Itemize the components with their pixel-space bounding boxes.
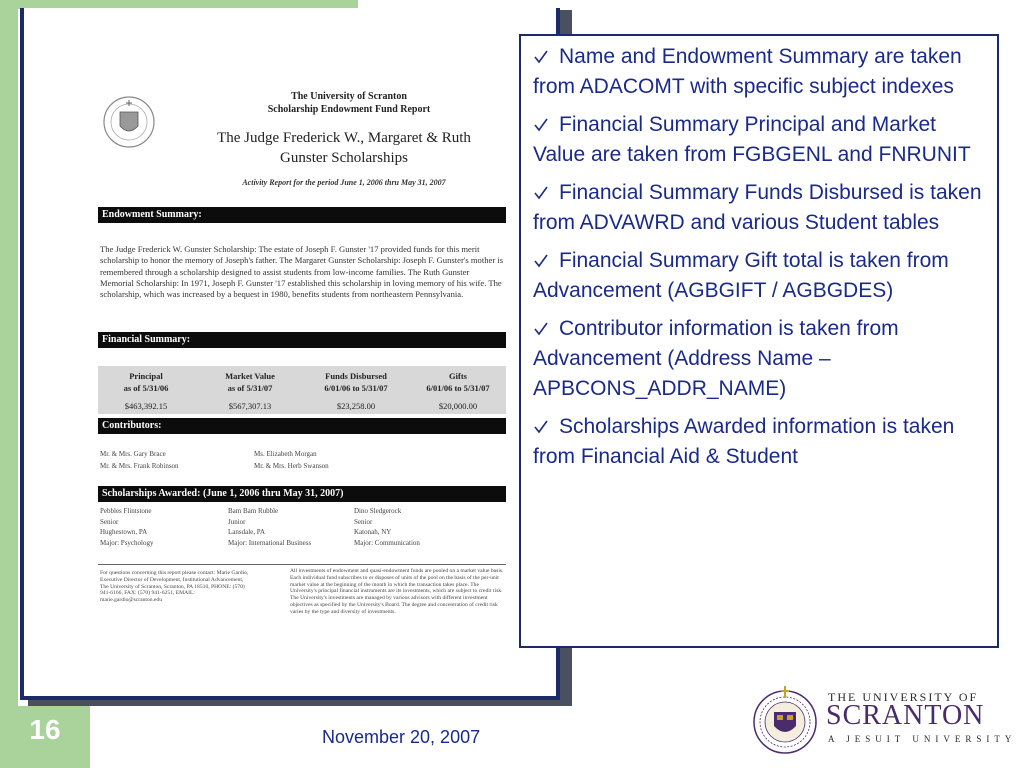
financial-col-subheader: as of 5/31/07 [227, 383, 273, 393]
info-bullet-text: Financial Summary Principal and Market Value are taken from FGBGENL and FNRUNIT [533, 113, 971, 166]
info-bullet-text: Scholarships Awarded information is taken from Financial Aid & Student [533, 415, 955, 468]
check-icon [533, 246, 559, 276]
financial-col-subheader: 6/01/06 to 5/31/07 [426, 383, 490, 393]
check-icon [533, 412, 559, 442]
financial-col-principal [98, 370, 194, 412]
contact-info: For questions concerning this report please contact: Marie Gardio, Executive Director of Development, Institutional Advancement, The University of Scranton, Scranton, PA 18510, PHONE: (570) 941-6166, FAX: (570) 941-6251, EMAIL: marie.gardio@scranton.edu [100, 570, 249, 604]
scholar-major: Major: Communication [354, 538, 420, 547]
scholar-class: Senior [354, 517, 373, 526]
scholar-entry [354, 506, 420, 548]
scholar-major: Major: Psychology [100, 538, 154, 547]
financial-col-value: $463,392.15 [124, 401, 168, 411]
contributor: Mr. & Mrs. Frank Robinson [100, 462, 179, 470]
financial-col-header: Market Value [225, 371, 275, 381]
report-header-line2: Scholarship Endowment Fund Report [267, 104, 431, 115]
financial-col-value: $20,000.00 [438, 401, 478, 411]
info-bullet [533, 246, 987, 306]
report-header [204, 90, 494, 116]
footer-date: November 20, 2007 [322, 727, 481, 747]
scholar-major: Major: International Business [228, 538, 312, 547]
document-divider [98, 564, 506, 565]
scholar-entry [100, 506, 153, 548]
check-icon [533, 314, 559, 344]
scholarship-name [174, 128, 514, 168]
info-text-box [519, 34, 999, 648]
report-period: Activity Report for the period June 1, 2006 thru May 31, 2007 [242, 178, 446, 187]
financial-heading: Financial Summary: [98, 332, 506, 348]
endowment-text: The Judge Frederick W. Gunster Scholarship: The estate of Joseph F. Gunster '17 provided funds for this merit scholarship to honor the memory of Joseph's father. The Margaret Gunster Scholarship: Joseph F. Gunster's mother is remembered through a scholarship designed to assist students from low-income families. The Ruth Gunster Memorial Scholarship: In 1971, Joseph F. Gunster '17 established this scholarship in loving memory of his wife. The scholarship, which was increased by a bequest in 1980, benefits students from northeastern Pennsylvania. [100, 244, 504, 300]
university-seal-icon [102, 92, 156, 156]
info-bullet [533, 412, 987, 472]
financial-col-gifts [410, 370, 506, 412]
scholarship-name-line2: Gunster Scholarships [280, 150, 408, 166]
financial-col-value: $567,307.13 [228, 401, 272, 411]
info-bullet [533, 42, 987, 102]
contributor: Mr. & Mrs. Herb Swanson [254, 462, 329, 470]
info-bullet [533, 110, 987, 170]
financial-summary-table [98, 366, 506, 414]
slide-number: 16 [29, 714, 61, 745]
financial-col-market-value [202, 370, 298, 412]
financial-col-header: Principal [129, 371, 163, 381]
scholar-town: Katonah, NY [354, 528, 392, 536]
info-bullet-text: Financial Summary Gift total is taken from Advancement (AGBGIFT / AGBGDES) [533, 249, 949, 302]
check-icon [533, 110, 559, 140]
contributor: Mr. & Mrs. Gary Brace [100, 450, 166, 458]
info-bullet-text: Contributor information is taken from Advancement (Address Name – APBCONS_ADDR_NAME) [533, 317, 899, 400]
info-bullet [533, 314, 987, 404]
scholarships-heading: Scholarships Awarded: (June 1, 2006 thru May 31, 2007) [98, 486, 506, 502]
financial-col-header: Gifts [449, 371, 467, 381]
scholar-name: Bam Bam Rubble [228, 507, 279, 515]
scholar-town: Hughestown, PA [100, 528, 148, 536]
financial-col-subheader: 6/01/06 to 5/31/07 [324, 383, 388, 393]
check-icon [533, 42, 559, 72]
logo-jesuit-university: A JESUIT UNIVERSITY [828, 734, 1017, 744]
scholar-class: Senior [100, 517, 119, 526]
scholar-name: Dino Sledgerock [354, 507, 402, 515]
check-icon [533, 178, 559, 208]
info-bullet-text: Financial Summary Funds Disbursed is taken from ADVAWRD and various Student tables [533, 181, 982, 234]
scholarship-report-document [24, 8, 556, 696]
scholarship-name-line1: The Judge Frederick W., Margaret & Ruth [217, 130, 471, 146]
info-bullet [533, 178, 987, 238]
financial-col-header: Funds Disbursed [325, 371, 387, 381]
financial-col-funds-disbursed [308, 370, 404, 412]
contributor: Ms. Elizabeth Morgan [254, 450, 317, 458]
financial-col-value: $23,258.00 [336, 401, 376, 411]
logo-scranton: SCRANTON [826, 700, 985, 731]
scholar-town: Lansdale, PA [228, 528, 266, 536]
left-accent-bar [0, 0, 18, 768]
scholar-class: Junior [228, 517, 246, 526]
logo-university-of: THE UNIVERSITY OF [828, 690, 979, 704]
info-bullet-text: Name and Endowment Summary are taken from ADACOMT with specific subject indexes [533, 45, 962, 98]
contributors-heading: Contributors: [98, 418, 506, 434]
endowment-heading: Endowment Summary: [98, 207, 506, 223]
report-header-line1: The University of Scranton [291, 91, 407, 102]
university-seal-icon [752, 682, 818, 758]
scholar-name: Pebbles Flintstone [100, 507, 152, 515]
investment-note: All investments of endowment and quasi-endowment funds are pooled on a market value basis. Each individual fund subscribes to or disposes of units of the pool on the basis of the per-unit market value at the beginning of the month in which the transaction takes place. The University's principal financial instruments are its investments, which are subject to credit risk. The University's investments are managed by various advisors with different investment objectives as specified by the University's Board. The degree and concentration of credit risk varies by the type and diversity of investments. [290, 568, 504, 615]
financial-col-subheader: as of 5/31/06 [123, 383, 169, 393]
scholar-entry [228, 506, 311, 548]
